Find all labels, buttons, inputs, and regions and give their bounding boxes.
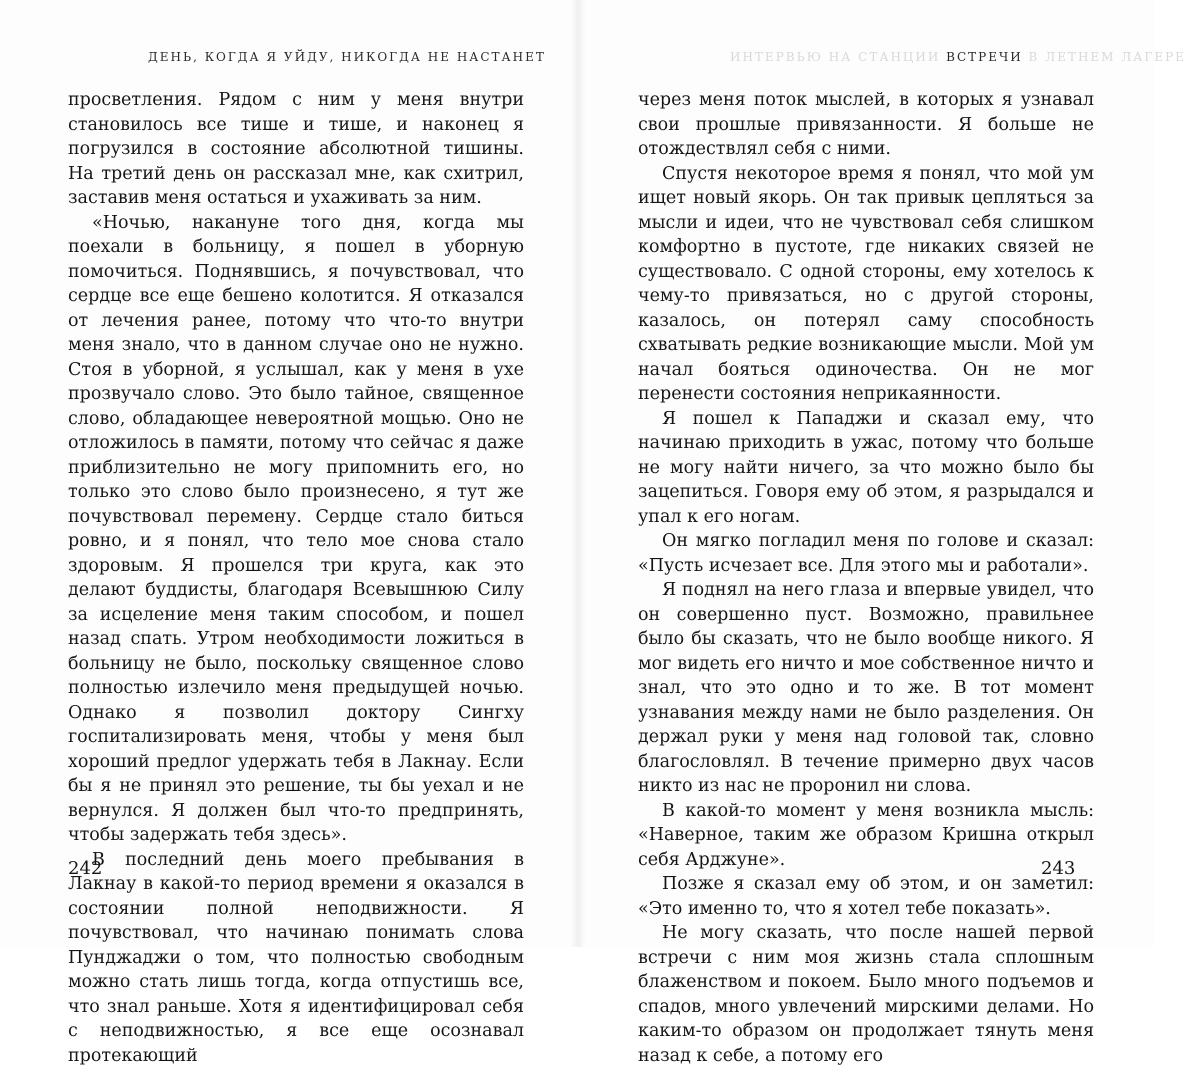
right-page bbox=[578, 0, 1155, 947]
left-paragraph: В последний день моего пребывания в Лакнау в какой-то период времени я оказался в состоянии полной неподвижности. Я почувствовал, что начинаю понимать слова Пунджаджи о том, что полностью свободным можно стать лишь тогда, когда отпустишь все, что знал раньше. Хотя я идентифицировал себя с неподвижностью, я все еще осознавал протекающий bbox=[68, 848, 524, 1068]
left-page-body bbox=[68, 88, 524, 1068]
right-running-head-title: ВСТРЕЧИ bbox=[946, 50, 1023, 64]
right-running-head bbox=[730, 50, 1186, 64]
left-paragraph: просветления. Рядом с ним у меня внутри становилось все тише и тише, и наконец я погрузился в состояние абсолютной тишины. На третий день он рассказал мне, как схитрил, заставив меня остаться и ухаживать за ним. bbox=[68, 88, 524, 211]
right-paragraph: Спустя некоторое время я понял, что мой ум ищет новый якорь. Он так привык цепляться за мысли и идеи, что не чувствовал себя слишком комфортно в пустоте, где никаких связей не существовало. С одной стороны, ему хотелось к чему-то привязаться, но с другой стороны, казалось, он потерял саму способность схватывать редкие возникающие мысли. Мой ум начал бояться одиночества. Он не мог перенести состояния неприкаянности. bbox=[638, 162, 1094, 407]
right-page-number: 243 bbox=[1041, 858, 1075, 879]
show-through-text: В ЛЕТНЕМ ЛАГЕРЕ bbox=[1029, 50, 1186, 64]
right-paragraph: Я пошел к Пападжи и сказал ему, что начинаю приходить в ужас, потому что больше не могу найти ничего, за что можно было бы зацепиться. Говоря ему об этом, я разрыдался и упал к его ногам. bbox=[638, 407, 1094, 530]
right-page-body bbox=[638, 88, 1094, 1068]
right-paragraph: Не могу сказать, что после нашей первой встречи с ним моя жизнь стала сплошным блаженством и покоем. Было много подъемов и спадов, много увлечений мирскими делами. Но каким-то образом он продолжает тянуть меня назад к себе, а потому его bbox=[638, 921, 1094, 1068]
left-running-head: ДЕНЬ, КОГДА Я УЙДУ, НИКОГДА НЕ НАСТАНЕТ bbox=[148, 50, 546, 64]
right-paragraph: через меня поток мыслей, в которых я узнавал свои прошлые привязанности. Я больше не отождествлял себя с ними. bbox=[638, 88, 1094, 162]
right-paragraph: Позже я сказал ему об этом, и он заметил: «Это именно то, что я хотел тебе показать». bbox=[638, 872, 1094, 921]
show-through-text: ИНТЕРВЬЮ НА СТАНЦИИ bbox=[730, 50, 940, 64]
right-paragraph: Я поднял на него глаза и впервые увидел, что он совершенно пуст. Возможно, правильнее было бы сказать, что не было вообще никого. Я мог видеть его ничто и мое собственное ничто и знал, что это одно и то же. В тот момент узнавания между нами не было разделения. Он держал руки у меня над головой так, словно благословлял. В течение примерно двух часов никто из нас не проронил ни слова. bbox=[638, 578, 1094, 799]
left-page-number: 242 bbox=[68, 858, 102, 879]
right-paragraph: В какой-то момент у меня возникла мысль: «Наверное, таким же образом Кришна открыл себя Арджуне». bbox=[638, 799, 1094, 873]
left-page bbox=[0, 0, 578, 947]
right-paragraph: Он мягко погладил меня по голове и сказал: «Пусть исчезает все. Для этого мы и работали». bbox=[638, 529, 1094, 578]
left-paragraph: «Ночью, накануне того дня, когда мы поехали в больницу, я пошел в уборную помочиться. Поднявшись, я почувствовал, что сердце все еще бешено колотится. Я отказался от лечения ранее, потому что что-то внутри меня знало, что в данном случае оно не нужно. Стоя в уборной, я услышал, как у меня в ухе прозвучало слово. Это было тайное, священное слово, обладающее невероятной мощью. Оно не отложилось в памяти, потому что сейчас я даже приблизительно не могу припомнить его, но только это слово было произнесено, я тут же почувствовал перемену. Сердце стало биться ровно, и я понял, что тело мое снова стало здоровым. Я прошелся три круга, как это делают буддисты, благодаря Всевышнюю Силу за исцеление меня таким способом, и пошел назад спать. Утром необходимости ложиться в больницу не было, поскольку священное слово полностью излечило меня предыдущей ночью. Однако я позволил доктору Сингху госпитализировать меня, чтобы у меня был хороший предлог удержать тебя в Лакнау. Если бы я не принял это решение, ты бы уехал и не вернулся. Я должен был что-то предпринять, чтобы задержать тебя здесь». bbox=[68, 211, 524, 848]
